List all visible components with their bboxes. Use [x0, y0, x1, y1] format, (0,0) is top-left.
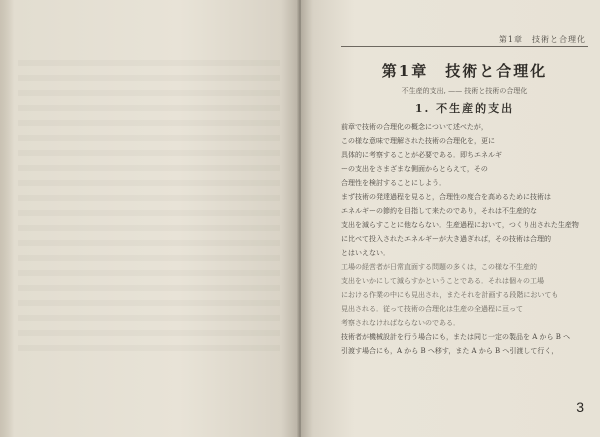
text-line: この様な意味で理解された技術の合理化を，更に — [341, 137, 495, 145]
body-text — [341, 120, 586, 358]
text-line: 技術者が機械設計を行う場合にも，または同じ一定の製品を A から B へ — [341, 333, 571, 341]
text-line: エネルギーの節約を目指して来たのであり，それは不生産的な — [341, 207, 537, 215]
text-line: 合理性を検討することにしよう． — [341, 179, 446, 187]
text-line: まず技術の発達過程を見ると，合理性の度合を高めるために技術は — [341, 193, 551, 201]
text-line: 前章で技術の合理化の概念について述べたが， — [341, 123, 488, 131]
left-page-blank-area — [18, 60, 280, 360]
text-line: 工場の経営者が日常直面する問題の多くは，この様な不生産的 — [341, 263, 537, 271]
paragraph-4 — [341, 330, 586, 358]
left-page — [0, 0, 299, 437]
paragraph-1 — [341, 120, 586, 190]
paragraph-3 — [341, 260, 586, 330]
section-title: 1. 不生産的支出 — [414, 102, 515, 115]
chapter-title: 第1章 技術と合理化 — [381, 62, 548, 80]
chapter-subtitle: 不生産的支出, —— 技術と技術の合理化 — [401, 87, 528, 95]
left-page-edge — [0, 0, 14, 437]
header-rule — [341, 46, 588, 47]
text-line: 具体的に考察することが必要である．即ちエネルギ — [341, 151, 502, 159]
text-line: 見出される．従って技術の合理化は生産の全過程に亘って — [341, 305, 523, 313]
page-number: 3 — [576, 399, 584, 415]
text-line: 考察されなければならないのである． — [341, 319, 460, 327]
running-head: 第1章 技術と合理化 — [498, 35, 586, 44]
paragraph-2 — [341, 190, 586, 260]
text-line: 引渡す場合にも，A から B へ移す，また A から B へ引渡して行く， — [341, 347, 559, 355]
text-line: における作業の中にも見出され，またそれを計画する段階においても — [341, 291, 559, 299]
text-line: 支出をいかにして減らすかということである．それは個々の工場 — [341, 277, 544, 285]
text-line: に比べて投入されたエネルギーが大き過ぎれば，その技術は合理的 — [341, 235, 551, 243]
text-line: とはいえない． — [341, 249, 390, 257]
right-page — [301, 0, 600, 437]
text-line: ーの支出をさまざまな側面からとらえて，その — [341, 165, 488, 173]
text-line: 支出を減らすことに他ならない．生産過程において，つくり出された生産物 — [341, 221, 579, 229]
